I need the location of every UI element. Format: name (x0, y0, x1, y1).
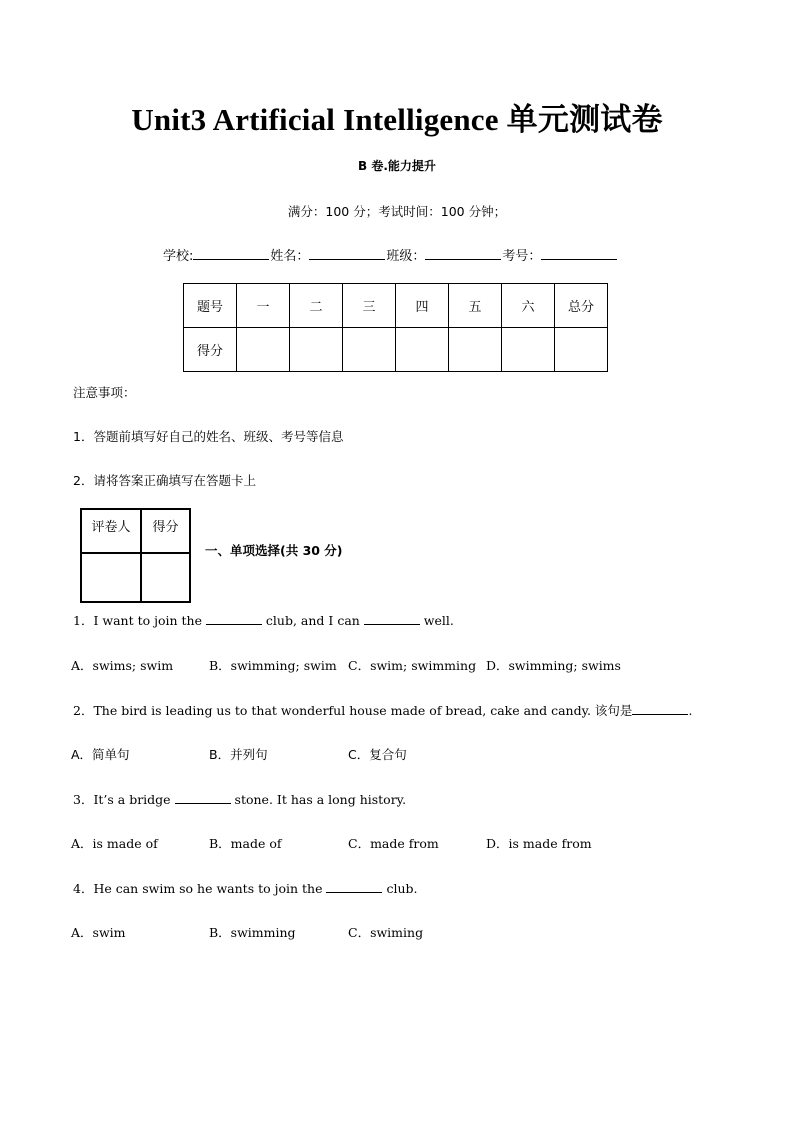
question-stem (73, 611, 454, 629)
question-text: stone. It has a long history. (230, 792, 407, 807)
score-cell[interactable] (502, 328, 555, 372)
grader-label: 评卷人 (81, 509, 141, 553)
score-table-score-row (184, 328, 608, 372)
page-title: Unit3 Artificial Intelligence 单元测试卷 (131, 102, 663, 137)
option[interactable]: A．swims; swim (71, 658, 174, 673)
question-text: 1．I want to join the (73, 613, 206, 628)
answer-blank[interactable] (326, 881, 382, 893)
option[interactable]: D．swimming; swims (486, 658, 621, 673)
class-label: 班级： (386, 249, 426, 264)
question-stem (73, 879, 417, 897)
note-item: 1．答题前填写好自己的姓名、班级、考号等信息 (73, 429, 344, 444)
option[interactable]: A．简单句 (71, 747, 130, 762)
answer-blank[interactable] (175, 792, 231, 804)
option[interactable]: B．made of (209, 836, 282, 851)
option[interactable]: D．is made from (486, 836, 592, 851)
grader-score-cell[interactable] (141, 553, 190, 602)
score-cell[interactable] (449, 328, 502, 372)
question-stem (73, 790, 406, 808)
option[interactable]: C．made from (348, 836, 439, 851)
answer-blank[interactable] (206, 613, 262, 625)
question-text: well. (419, 613, 454, 628)
exam-no-label: 考号： (502, 249, 542, 264)
score-table-header-row (184, 284, 608, 328)
name-field[interactable] (309, 247, 385, 260)
school-label: 学校: (163, 249, 194, 264)
paper-subtitle: B 卷.能力提升 (358, 159, 436, 173)
score-table-col: 四 (396, 284, 449, 328)
option[interactable]: C．swim; swimming (348, 658, 477, 673)
note-item: 2．请将答案正确填写在答题卡上 (73, 473, 256, 488)
score-cell[interactable] (290, 328, 343, 372)
score-table-col: 五 (449, 284, 502, 328)
notes-heading: 注意事项： (73, 385, 136, 400)
student-info-line (163, 245, 618, 264)
score-table-row-label: 得分 (184, 328, 237, 372)
question-text: club. (382, 881, 418, 896)
option[interactable]: B．swimming; swim (209, 658, 337, 673)
question-text: 4．He can swim so he wants to join the (73, 881, 327, 896)
option[interactable]: A．is made of (71, 836, 158, 851)
score-table-row-label: 题号 (184, 284, 237, 328)
score-table-col: 三 (343, 284, 396, 328)
score-table-col: 二 (290, 284, 343, 328)
exam-meta: 满分：100 分；考试时间：100 分钟； (287, 204, 507, 219)
score-cell[interactable] (343, 328, 396, 372)
score-table (183, 283, 608, 372)
question-text: . (688, 703, 693, 718)
question-text: 2．The bird is leading us to that wonderful house made of bread, cake and candy. 该句是 (73, 703, 633, 718)
answer-blank[interactable] (364, 613, 420, 625)
grader-table (80, 508, 191, 603)
class-field[interactable] (425, 247, 501, 260)
school-field[interactable] (193, 247, 269, 260)
name-label: 姓名： (270, 249, 310, 264)
score-table-col: 一 (237, 284, 290, 328)
question-stem (73, 701, 692, 719)
score-table-col: 总分 (555, 284, 608, 328)
score-cell[interactable] (555, 328, 608, 372)
answer-blank[interactable] (632, 703, 688, 715)
question-text: club, and I can (261, 613, 364, 628)
exam-no-field[interactable] (541, 247, 617, 260)
grader-score-label: 得分 (141, 509, 190, 553)
option[interactable]: B．swimming (209, 925, 296, 940)
section-title: 一、单项选择(共 30 分) (205, 543, 343, 558)
option[interactable]: A．swim (71, 925, 126, 940)
score-table-col: 六 (502, 284, 555, 328)
score-cell[interactable] (237, 328, 290, 372)
option[interactable]: B．并列句 (209, 747, 268, 762)
option[interactable]: C．swiming (348, 925, 424, 940)
score-cell[interactable] (396, 328, 449, 372)
question-text: 3．It’s a bridge (73, 792, 175, 807)
grader-header-row (81, 509, 190, 553)
option[interactable]: C．复合句 (348, 747, 407, 762)
grader-entry-row (81, 553, 190, 602)
grader-cell[interactable] (81, 553, 141, 602)
